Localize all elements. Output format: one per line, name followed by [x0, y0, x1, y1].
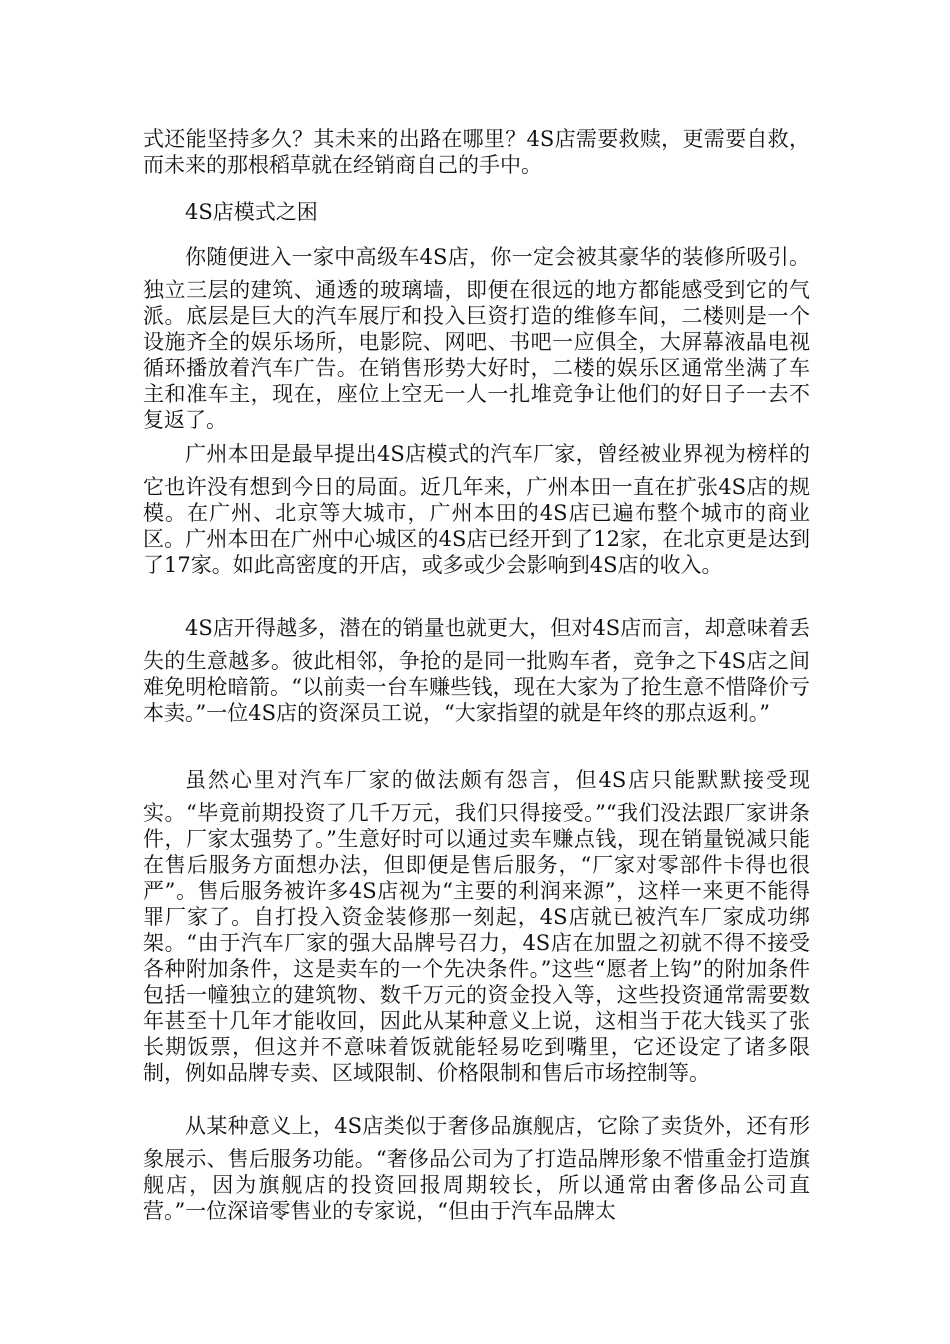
section-heading: 4S店模式之困 [185, 200, 318, 224]
paragraph-showroom: 你随便进入一家中高级车4S店，你一定会被其豪华的装修所吸引。独立三层的建筑、通透的玻璃墙，即便在很远的地方都能感受到它的气派。底层是巨大的汽车展厅和投入巨资打造的维修车间，二楼则是一个设施齐全的娱乐场所，电影院、网吧、书吧一应俱全，大屏幕液晶电视循环播放着汽车广告。在销售形势大好时，二楼的娱乐区通常坐满了车主和准车主，现在，座位上空无一人一扎堆竞争让他们的好日子一去不复返了。 [143, 245, 810, 432]
paragraph-competition: 4S店开得越多，潜在的销量也就更大，但对4S店而言，却意味着丢失的生意越多。彼此相邻，争抢的是同一批购车者，竞争之下4S店之间难免明枪暗箭。“以前卖一台车赚些钱，现在大家为了抢生意不惜降价亏本卖。”一位4S店的资深员工说，“大家指望的就是年终的那点返利。” [143, 616, 810, 725]
paragraph-manufacturer-control: 虽然心里对汽车厂家的做法颇有怨言，但4S店只能默默接受现实。“毕竟前期投资了几千万元，我们只得接受。”“我们没法跟厂家讲条件，厂家太强势了。”生意好时可以通过卖车赚点钱，现在销量锐减只能在售后服务方面想办法，但即便是售后服务，“厂家对零部件卡得也很严”。售后服务被许多4S店视为“主要的利润来源”，这样一来更不能得罪厂家了。自打投入资金装修那一刻起，4S店就已被汽车厂家成功绑架。“由于汽车厂家的强大品牌号召力，4S店在加盟之初就不得不接受各种附加条件，这是卖车的一个先决条件。”这些“愿者上钩”的附加条件包括一幢独立的建筑物、数千万元的资金投入等，这些投资通常需要数年甚至十几年才能收回，因此从某种意义上说，这相当于花大钱买了张长期饭票，但这并不意味着饭就能轻易吃到嘴里，它还设定了诸多限制，例如品牌专卖、区域限制、价格限制和售后市场控制等。 [143, 768, 810, 1085]
paragraph-luxury-comparison: 从某种意义上，4S店类似于奢侈品旗舰店，它除了卖货外，还有形象展示、售后服务功能。“奢侈品公司为了打造品牌形象不惜重金打造旗舰店，因为旗舰店的投资回报周期较长，所以通常由奢侈品公司直营。”一位深谙零售业的专家说，“但由于汽车品牌太 [143, 1114, 810, 1223]
continuation-paragraph: 式还能坚持多久？其未来的出路在哪里？4S店需要救赎，更需要自救，而未来的那根稻草就在经销商自己的手中。 [143, 127, 810, 177]
paragraph-guangzhou-honda: 广州本田是最早提出4S店模式的汽车厂家，曾经被业界视为榜样的它也许没有想到今日的局面。近几年来，广州本田一直在扩张4S店的规模。在广州、北京等大城市，广州本田的4S店已遍布整个城市的商业区。广州本田在广州中心城区的4S店已经开到了12家，在北京更是达到了17家。如此高密度的开店，或多或少会影响到4S店的收入。 [143, 442, 810, 577]
